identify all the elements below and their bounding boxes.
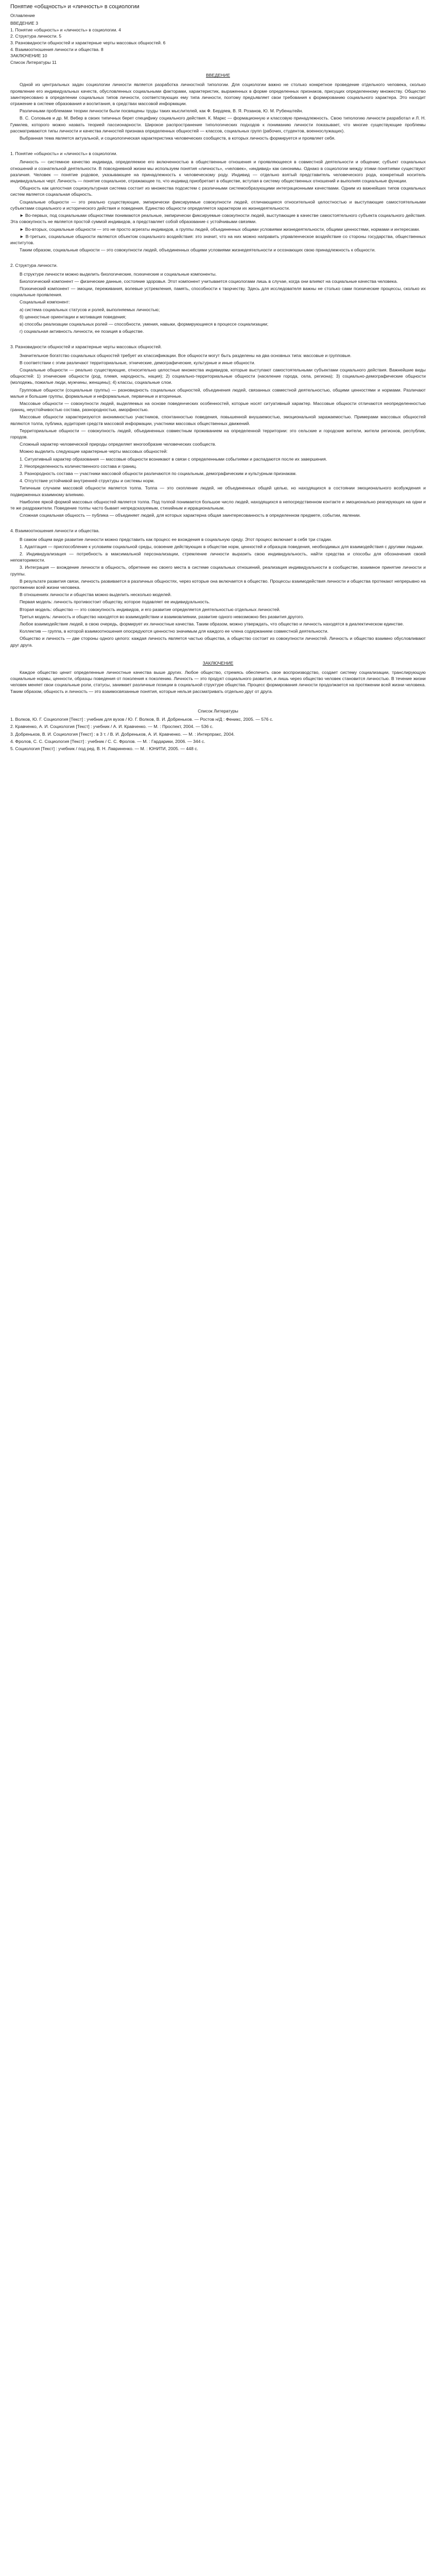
paragraph: В результате развития связи, личность развивается в различных общностях, через которые она включается в общество. Процессы взаимодействия личности и общества протекают непрерывно на протяжении всей жизни человека. xyxy=(10,578,426,590)
conclusion-section xyxy=(10,660,426,694)
paragraph: Вторая модель: общество — это совокупность индивидов, и его развитие определяется деятельностью отдельных личностей. xyxy=(20,606,281,612)
toc-heading: Оглавление xyxy=(10,12,35,18)
paragraph: В соответствии с этим различают территориальные, этнические, демографические, культурные и иные общности. xyxy=(20,360,255,365)
paragraph: В структуре личности можно выделить биологические, психические и социальные компоненты. xyxy=(20,271,217,277)
paragraph: Каждое общество ценит определенные личностные качества выше других. Любое общество, стремясь обеспечить свое воспроизводство, создает систему социализации, транслирующую социальные нормы, ценности, образцы поведения от поколения к поколению. Личность — это продукт социального развития, и лишь через общество человек становится личностью. В течение жизни человек меняет свои социальные роли, статусы, занимает различные позиции в социальной структуре общества. Процесс формирования личности продолжается на протяжении всей жизни человека. Таким образом, общность и личность — это взаимосвязанные понятия, которые нельзя рассматривать отдельно друг от друга. xyxy=(10,670,426,694)
toc-entry[interactable]: 2. Структура личности. 5 xyxy=(10,33,62,39)
paragraph: Биологический компонент — физические данные, состояние здоровья. Этот компонент учитывается социологами лишь в случае, когда они влияют на социальные качества человека. xyxy=(20,278,398,284)
section2-heading: 2. Структура личности. xyxy=(10,263,58,268)
literature-item: 2. Кравченко, А. И. Социология [Текст] : учебник / А. И. Кравченко. — М. : Проспект, 2004. — 536 с. xyxy=(10,724,214,730)
literature-section xyxy=(10,708,426,752)
paragraph: ► Во-вторых, социальные общности — это не просто агрегаты индивидов, а группы людей, объединенных общими условиями жизнедеятельности, общими ценностями, нормами и интересами. xyxy=(20,226,420,232)
intro-heading: ВВЕДЕНИЕ xyxy=(206,73,230,78)
paragraph: ► Во-первых, под социальными общностями понимаются реальные, эмпирически фиксируемые совокупности людей, выступающие в качестве самостоятельного субъекта социального действия. Эта совокупность не является простой суммой индивидов, а представляет собой образование с устойчивыми связями. xyxy=(10,213,426,225)
table-of-contents xyxy=(10,20,426,65)
paragraph: Коллектив — группа, в которой взаимоотношения опосредуются ценностно значимым для каждого ее члена содержанием совместной деятельности. xyxy=(20,629,329,634)
paragraph: в) способы реализации социальных ролей — способности, умения, навыки, формирующиеся в процессе социализации; xyxy=(20,321,269,327)
paragraph: 4. Отсутствие устойчивой внутренней структуры и системы норм. xyxy=(20,478,155,484)
section1-heading: 1. Понятие «общность» и «личность» в социологии. xyxy=(10,151,117,157)
paragraph: 2. Индивидуализация — потребность в максимальной персонализации, стремление личности выразить свою индивидуальность, найти средства и способы для обозначения своей неповторимости. xyxy=(10,551,426,563)
section3-section xyxy=(10,344,426,518)
paragraph: Наиболее яркой формой массовых общностей является толпа. Под толпой понимается большое число людей, находящихся в непосредственном контакте и эмоционально реагирующих на одни и те же раздражители. Поведение толпы часто бывает непредсказуемым, стихийным и иррациональным. xyxy=(10,499,426,511)
paragraph: Массовые общности — совокупности людей, выделяемых на основе поведенческих особенностей, которые носят ситуативный характер. Массовые общности отличаются неопределенностью границ, неустойчивостью состава, разнородностью, аморфностью. xyxy=(10,400,426,413)
literature-item: 5. Социология [Текст] : учебник / под ред. В. Н. Лавриненко. — М. : ЮНИТИ, 2005. — 448 с. xyxy=(10,745,198,751)
literature-item: 4. Фролов, С. С. Социология [Текст] : учебник / С. С. Фролов. — М. : Гардарики, 2006. — 344 с. xyxy=(10,738,205,744)
paragraph: Можно выделить следующие характерные черты массовых общностей: xyxy=(20,449,168,454)
paragraph: 1. Ситуативный характер образования — массовые общности возникают в связи с определенными событиями и распадаются после их завершения. xyxy=(20,456,327,462)
document-page xyxy=(0,0,436,768)
intro-section xyxy=(10,72,426,141)
paragraph: Массовые общности характеризуются анонимностью участников, спонтанностью поведения, повышенной внушаемостью, эмоциональной заражаемостью. Примерами массовых общностей являются толпа, публика, аудитория средств массовой информации, участники массовых общественных движений. xyxy=(10,414,426,426)
paragraph: В самом общем виде развитие личности можно представить как процесс ее вхождения в социальную среду. Этот процесс включает в себя три стадии. xyxy=(20,536,332,542)
paragraph: 3. Разнородность состава — участники массовой общности различаются по социальным, демографическим и культурным признакам. xyxy=(20,471,297,476)
paragraph: Выбранная тема является актуальной, и социологическая характеристика человеческих сообществ, в которых личность формируется и проявляет себя. xyxy=(20,135,336,141)
toc-entry[interactable]: 4. Взаимоотношения личности и общества. 8 xyxy=(10,46,103,52)
paragraph: Сложный характер человеческой природы определяет многообразие человеческих сообществ. xyxy=(20,442,216,447)
paragraph: Любое взаимодействие людей, в свою очередь, формирует их личностные качества. Таким образом, можно утверждать, что общество и личность находятся в диалектическом единстве. xyxy=(20,621,404,627)
conclusion-heading: ЗАКЛЮЧЕНИЕ xyxy=(202,660,234,666)
paragraph: Психический компонент — эмоции, переживания, волевые устремления, память, способности к творчеству. Здесь для исследователя важны не столько сами психические процессы, сколько их социальные проявления. xyxy=(10,285,426,298)
paragraph: а) система социальных статусов и ролей, выполняемых личностью; xyxy=(20,307,160,312)
section4-section xyxy=(10,528,426,648)
toc-entry[interactable]: 1. Понятие «общность» и «личность» в социологии. 4 xyxy=(10,27,121,32)
section4-heading: 4. Взаимоотношения личности и общества. xyxy=(10,528,100,534)
literature-item: 1. Волков, Ю. Г. Социология [Текст] : учебник для вузов / Ю. Г. Волков, В. И. Добреньков. — Ростов н/Д : Феникс, 2005. — 576 с. xyxy=(10,717,273,722)
paragraph: В. С. Соловьев и др. М. Вебер в своих типичных берет специфику социального действия. К. Маркс — формационную и классовую принадлежность. Свою типологию личности разработал и Л. Н. Гумилев, которого можно назвать теорией пассионарности. Широкое распространение типологических подходов к пониманию личности показывает, что многие существующие проблемы рассматриваются типы личности и качества личностей признака определенных общностей — классов, социальных групп (рабочих, студентов, военнослужащих). xyxy=(10,115,426,133)
toc-entry[interactable]: Список Литературы 11 xyxy=(10,60,57,65)
paragraph: Таким образом, социальные общности — это совокупности людей, объединенных общими условиями жизнедеятельности и осознающих свою принадлежность к общности. xyxy=(20,247,376,253)
paragraph: Общность как целостная социокультурная система состоит из множества подсистем с различными системообразующими интеграционными качествами. Одним из важнейших типов социальных систем является социальная общность. xyxy=(10,185,426,197)
toc-entry[interactable]: ВВЕДЕНИЕ 3 xyxy=(10,20,39,26)
paragraph: Социальные общности — реально существующие, относительно целостные множества индивидов, которые выступают самостоятельными субъектами социального действия. Важнейшие виды общностей: 1) этнические общности (род, племя, народность, нация); 2) социально-территориальные общности (население города, села, региона); 3) социально-демографические общности (молодежь, пожилые люди, мужчины, женщины); 4) классы, социальные слои. xyxy=(10,367,426,385)
paragraph: Значительное богатство социальных общностей требует их классификации. Все общности могут быть разделены на два основных типа: массовые и групповые. xyxy=(20,352,352,358)
literature-heading: Список Литературы xyxy=(198,708,238,714)
paragraph: Личность — системное качество индивида, определяемое его включенностью в общественные отношения и проявляющееся в совместной деятельности и общении; субъект социальных отношений и сознательной деятельности. В повседневной жизни мы используем понятия «личность», «человек», «индивид» как синонимы. Однако в социологии между этими понятиями существуют различия. Человек — понятие родовое, указывающее на принадлежность к человеческому роду. Индивид — отдельно взятый представитель человеческого рода, конкретный носитель индивидуальных черт. Личность — понятие социальное, отражающее то, что индивид приобретает в обществе, вступая в систему общественных отношений и выполняя социальные функции. xyxy=(10,159,426,184)
document-title: Понятие «общность» и «личность» в социологии xyxy=(10,4,139,10)
paragraph: ► В-третьих, социальные общности являются объектом социального воздействия: это значит, что на них можно направить управленческое воздействие со стороны государства, общественных институтов. xyxy=(10,233,426,245)
section3-heading: 3. Разновидности общностей и характерные черты массовых общностей. xyxy=(10,344,162,350)
paragraph: Одной из центральных задач социологии личности является разработка личностной типологии. Для социологии важно не столько конкретное проведение отдельного человека, сколько проявление его индивидуальных качеств, обусловленных социальными факторами, характеристик, выраженных в форме определенных признаков, присущих определенному множеству. Общество заинтересовано в определении социальных типов личности, соответствующих ему типа личности, поэтому предъявляет свои требования к формированию социального характера. Это находит отражение в системе образования и воспитания, в средствах массовой информации. xyxy=(10,82,426,107)
paragraph: Третья модель: личность и общество находятся во взаимодействии и взаимовлиянии, развитие одного невозможно без развития другого. xyxy=(20,614,304,619)
paragraph: 2. Неопределенность количественного состава и границ. xyxy=(20,463,137,469)
section1-section xyxy=(10,150,426,253)
paragraph: Территориальные общности — совокупность людей, объединенных совместным проживанием на определенной территории: это сельские и городские жители, жители регионов, республик, городов. xyxy=(10,428,426,439)
paragraph: 1. Адаптация — приспособление к условиям социальной среды, освоение действующих в обществе норм, ценностей и образцов поведения, необходимых для взаимодействия с другими людьми. xyxy=(20,544,424,549)
paragraph: Типичным случаем массовой общности является толпа. Толпа — это скопление людей, не объединенных общей целью, но находящихся в состоянии эмоционального возбуждения и подверженных взаимному влиянию. xyxy=(10,485,426,497)
toc-entry[interactable]: 3. Разновидности общностей и характерные черты массовых общностей. 6 xyxy=(10,40,166,45)
paragraph: В отношениях личности и общества можно выделить несколько моделей. xyxy=(20,592,172,598)
section2-section xyxy=(10,262,426,334)
paragraph: Общество и личность — две стороны одного целого: каждая личность является частью общества, а общество состоит из совокупности личностей. Личность и общество взаимно обусловливают друг друга. xyxy=(10,636,426,648)
paragraph: Групповые общности (социальные группы) — разновидность социальных общностей, объединения людей, связанных совместной деятельностью, общими ценностями и нормами. Различают малые и большие группы, формальные и неформальные, первичные и вторичные. xyxy=(10,387,426,399)
paragraph: г) социальная активность личности, ее позиция в обществе. xyxy=(20,329,144,334)
paragraph: Социальные общности — это реально существующие, эмпирически фиксируемые совокупности людей, отличающиеся относительной целостностью и выступающие самостоятельными субъектами социального и исторического действия и поведения. Единство общности определяется характером их жизнедеятельности. xyxy=(10,199,426,211)
paragraph: Первая модель: личность противостоит обществу, которое подавляет ее индивидуальность. xyxy=(20,599,211,605)
paragraph: Социальный компонент: xyxy=(20,299,70,305)
literature-item: 3. Добреньков, В. И. Социология [Текст] : в 3 т. / В. И. Добреньков, А. И. Кравченко. — М. : Интерпракс, 2004. xyxy=(10,731,235,737)
paragraph: б) ценностные ориентации и мотивация поведения; xyxy=(20,314,127,319)
toc-entry[interactable]: ЗАКЛЮЧЕНИЕ 10 xyxy=(10,53,47,59)
paragraph: Сложная социальная общность — публика — объединяет людей, для которых характерна общая заинтересованность в определенном предмете, событии, явлении. xyxy=(20,513,361,518)
paragraph: Различными проблемами теории личности были посвящены труды таких мыслителей, как Ф. Бердяев, В. Я. Розанов, Ю. М. Рубенштейн. xyxy=(20,108,303,114)
paragraph: 3. Интеграция — вхождение личности в общность, обретение ею своего места в системе социальных отношений, реализация индивидуальности в сообществе, взаимное принятие личности и группы. xyxy=(10,565,426,577)
